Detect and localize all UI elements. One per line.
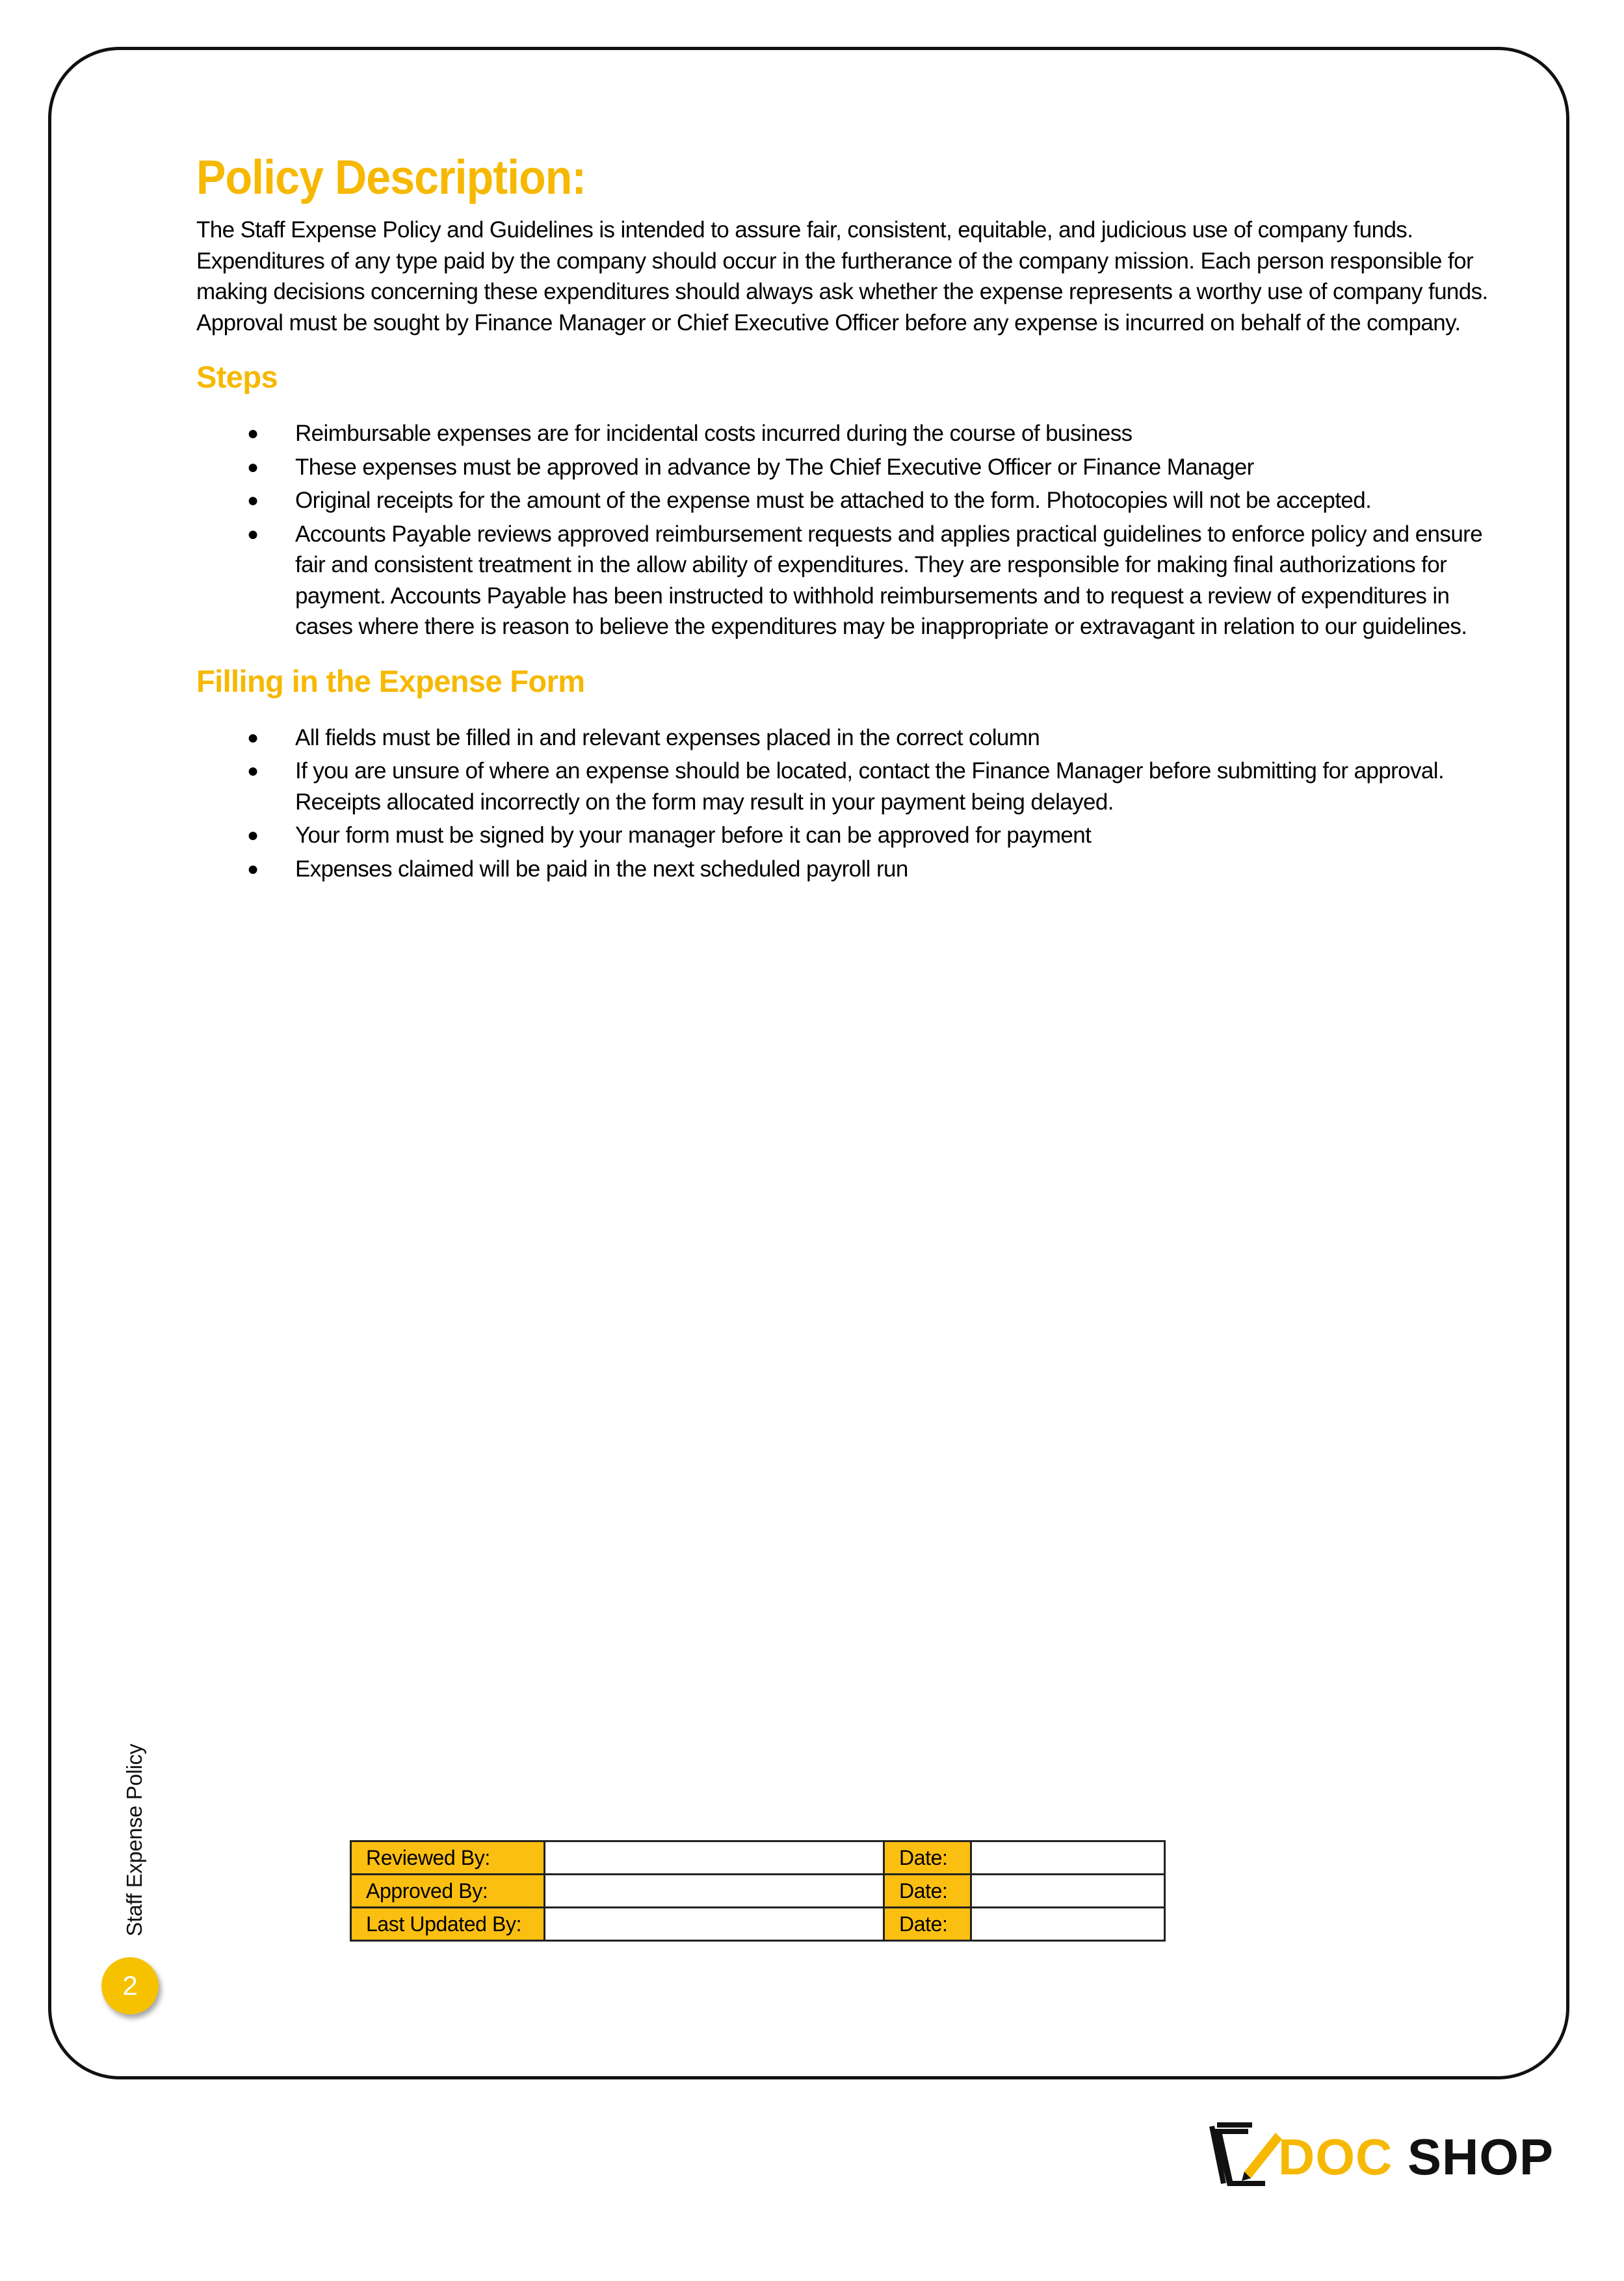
list-item-text: payment. Accounts Payable has been instructed to withhold reimbursements and to request a review of expenditures in xyxy=(295,583,1450,609)
reviewed-by-field[interactable] xyxy=(545,1841,884,1875)
list-item xyxy=(196,418,1529,449)
list-item-text: All fields must be filled in and relevant expenses placed in the correct column xyxy=(295,724,1040,750)
list-item xyxy=(196,820,1529,851)
approved-date-field[interactable] xyxy=(971,1875,1165,1908)
list-item xyxy=(196,854,1529,885)
bullet-icon: ● xyxy=(247,456,259,478)
list-item xyxy=(196,452,1529,483)
date-label: Date: xyxy=(884,1875,971,1908)
bullet-icon: ● xyxy=(247,760,259,782)
pencil-document-icon xyxy=(1208,2121,1286,2193)
review-table xyxy=(350,1840,1166,1942)
bullet-icon: ● xyxy=(247,423,259,444)
date-label: Date: xyxy=(884,1908,971,1941)
bullet-icon: ● xyxy=(247,726,259,748)
list-item-text: cases where there is reason to believe the expenditures may be inappropriate or extravagant in relation to our guidelines. xyxy=(295,614,1467,639)
table-row xyxy=(351,1908,1165,1941)
list-item-text: If you are unsure of where an expense should be located, contact the Finance Manager before submitting for approval. xyxy=(295,758,1445,784)
approved-by-field[interactable] xyxy=(545,1875,884,1908)
reviewed-by-label: Reviewed By: xyxy=(351,1841,545,1875)
logo-text xyxy=(1278,2128,1554,2187)
table-row xyxy=(351,1875,1165,1908)
doc-shop-logo xyxy=(1208,2121,1554,2193)
logo-text-doc: DOC xyxy=(1278,2128,1393,2185)
table-row xyxy=(351,1841,1165,1875)
steps-heading: Steps xyxy=(196,360,278,394)
bullet-icon: ● xyxy=(247,858,259,880)
expense-form-heading: Filling in the Expense Form xyxy=(196,663,585,698)
description-line: The Staff Expense Policy and Guidelines is intended to assure fair, consistent, equitable, and judicious use of company funds. xyxy=(196,217,1413,243)
list-item xyxy=(196,756,1529,817)
logo-text-shop: SHOP xyxy=(1408,2128,1554,2185)
last-updated-by-label: Last Updated By: xyxy=(351,1908,545,1941)
page-number-badge: 2 xyxy=(101,1957,159,2014)
list-item xyxy=(196,519,1529,642)
bullet-icon: ● xyxy=(247,490,259,511)
list-item-text: Your form must be signed by your manager before it can be approved for payment xyxy=(295,823,1092,848)
list-item xyxy=(196,485,1529,516)
expense-form-list xyxy=(196,722,1529,885)
side-document-title: Staff Expense Policy xyxy=(122,1743,146,1936)
last-updated-by-field[interactable] xyxy=(545,1908,884,1941)
steps-list xyxy=(196,418,1529,642)
reviewed-date-field[interactable] xyxy=(971,1841,1165,1875)
document-content xyxy=(196,150,1529,887)
list-item-text: fair and consistent treatment in the allow ability of expenditures. They are responsible for making final authorizations for xyxy=(295,552,1447,577)
list-item-text: Original receipts for the amount of the expense must be attached to the form. Photocopies will not be accepted. xyxy=(295,488,1372,513)
description-line: making decisions concerning these expenditures should always ask whether the expense represents a worthy use of company funds. xyxy=(196,279,1488,304)
list-item-text: Receipts allocated incorrectly on the form may result in your payment being delayed. xyxy=(295,789,1114,815)
list-item-text: Expenses claimed will be paid in the next scheduled payroll run xyxy=(295,856,908,882)
policy-description xyxy=(196,215,1529,338)
approved-by-label: Approved By: xyxy=(351,1875,545,1908)
last-updated-date-field[interactable] xyxy=(971,1908,1165,1941)
description-line: Expenditures of any type paid by the company should occur in the furtherance of the company mission. Each person responsible for xyxy=(196,248,1474,274)
bullet-icon: ● xyxy=(247,523,259,545)
description-line: Approval must be sought by Finance Manager or Chief Executive Officer before any expense is incurred on behalf of the company. xyxy=(196,310,1461,336)
bullet-icon: ● xyxy=(247,824,259,846)
list-item-text: Reimbursable expenses are for incidental costs incurred during the course of business xyxy=(295,421,1133,446)
date-label: Date: xyxy=(884,1841,971,1875)
policy-title: Policy Description: xyxy=(196,150,586,204)
list-item-text: Accounts Payable reviews approved reimbursement requests and applies practical guidelines to enforce policy and ensure xyxy=(295,521,1483,547)
list-item xyxy=(196,722,1529,754)
list-item-text: These expenses must be approved in advance by The Chief Executive Officer or Finance Manager xyxy=(295,454,1254,480)
